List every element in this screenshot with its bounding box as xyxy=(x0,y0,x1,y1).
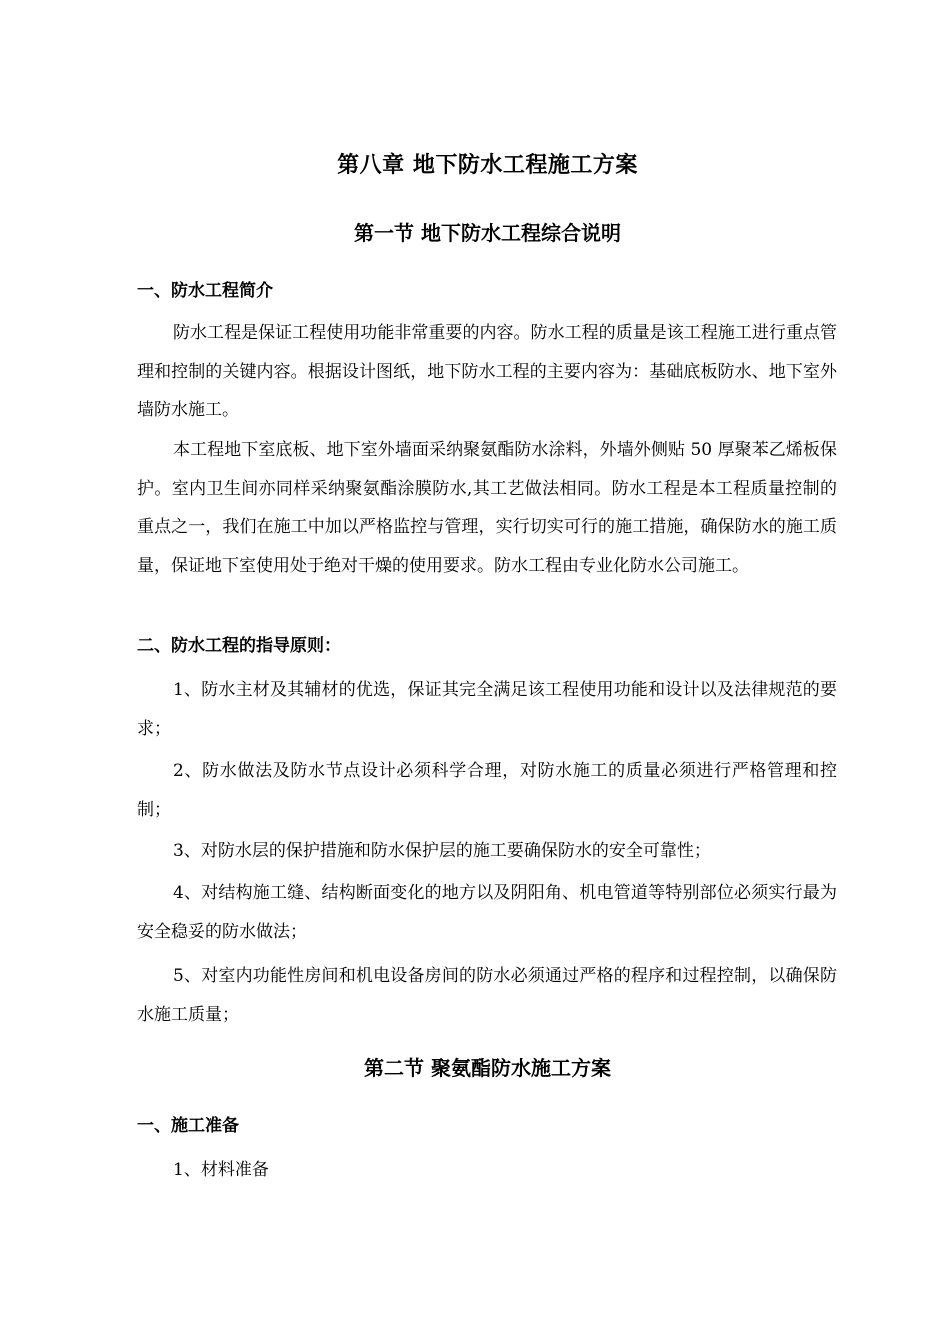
heading-construction-prep: 一、施工准备 xyxy=(137,1116,239,1136)
prep-item-1: 1、材料准备 xyxy=(173,1160,269,1180)
heading-waterproof-intro: 一、防水工程简介 xyxy=(137,281,273,301)
heading-guiding-principles: 二、防水工程的指导原则： xyxy=(137,636,341,656)
paragraph-intro-2: 本工程地下室底板、地下室外墙面采纳聚氨酯防水涂料，外墙外侧贴 50 厚聚苯乙烯板保护。室内卫生间亦同样采纳聚氨酯涂膜防水,其工艺做法相同。防水工程是本工程质量控制的重点之一，我们在施工中加以严格监控与管理，实行切实可行的施工措施，确保防水的施工质量，保证地下室使用处于绝对干燥的使用要求。防水工程由专业化防水公司施工。 xyxy=(137,440,837,576)
section-title-1: 第一节 地下防水工程综合说明 xyxy=(354,221,621,245)
principle-item-5: 5、对室内功能性房间和机电设备房间的防水必须通过严格的程序和过程控制，以确保防水施工质量； xyxy=(137,966,837,1025)
principle-item-3: 3、对防水层的保护措施和防水保护层的施工要确保防水的安全可靠性； xyxy=(173,841,711,861)
chapter-title: 第八章 地下防水工程施工方案 xyxy=(337,153,638,178)
paragraph-intro-1: 防水工程是保证工程使用功能非常重要的内容。防水工程的质量是该工程施工进行重点管理和控制的关键内容。根据设计图纸，地下防水工程的主要内容为：基础底板防水、地下室外墙防水施工。 xyxy=(137,323,837,420)
principle-item-4: 4、对结构施工缝、结构断面变化的地方以及阴阳角、机电管道等特别部位必须实行最为安全稳妥的防水做法； xyxy=(137,883,837,942)
principle-item-2: 2、防水做法及防水节点设计必须科学合理，对防水施工的质量必须进行严格管理和控制； xyxy=(137,761,837,820)
principle-item-1: 1、防水主材及其辅材的优选，保证其完全满足该工程使用功能和设计以及法律规范的要求； xyxy=(137,680,837,739)
section-title-2: 第二节 聚氨酯防水施工方案 xyxy=(364,1056,611,1080)
